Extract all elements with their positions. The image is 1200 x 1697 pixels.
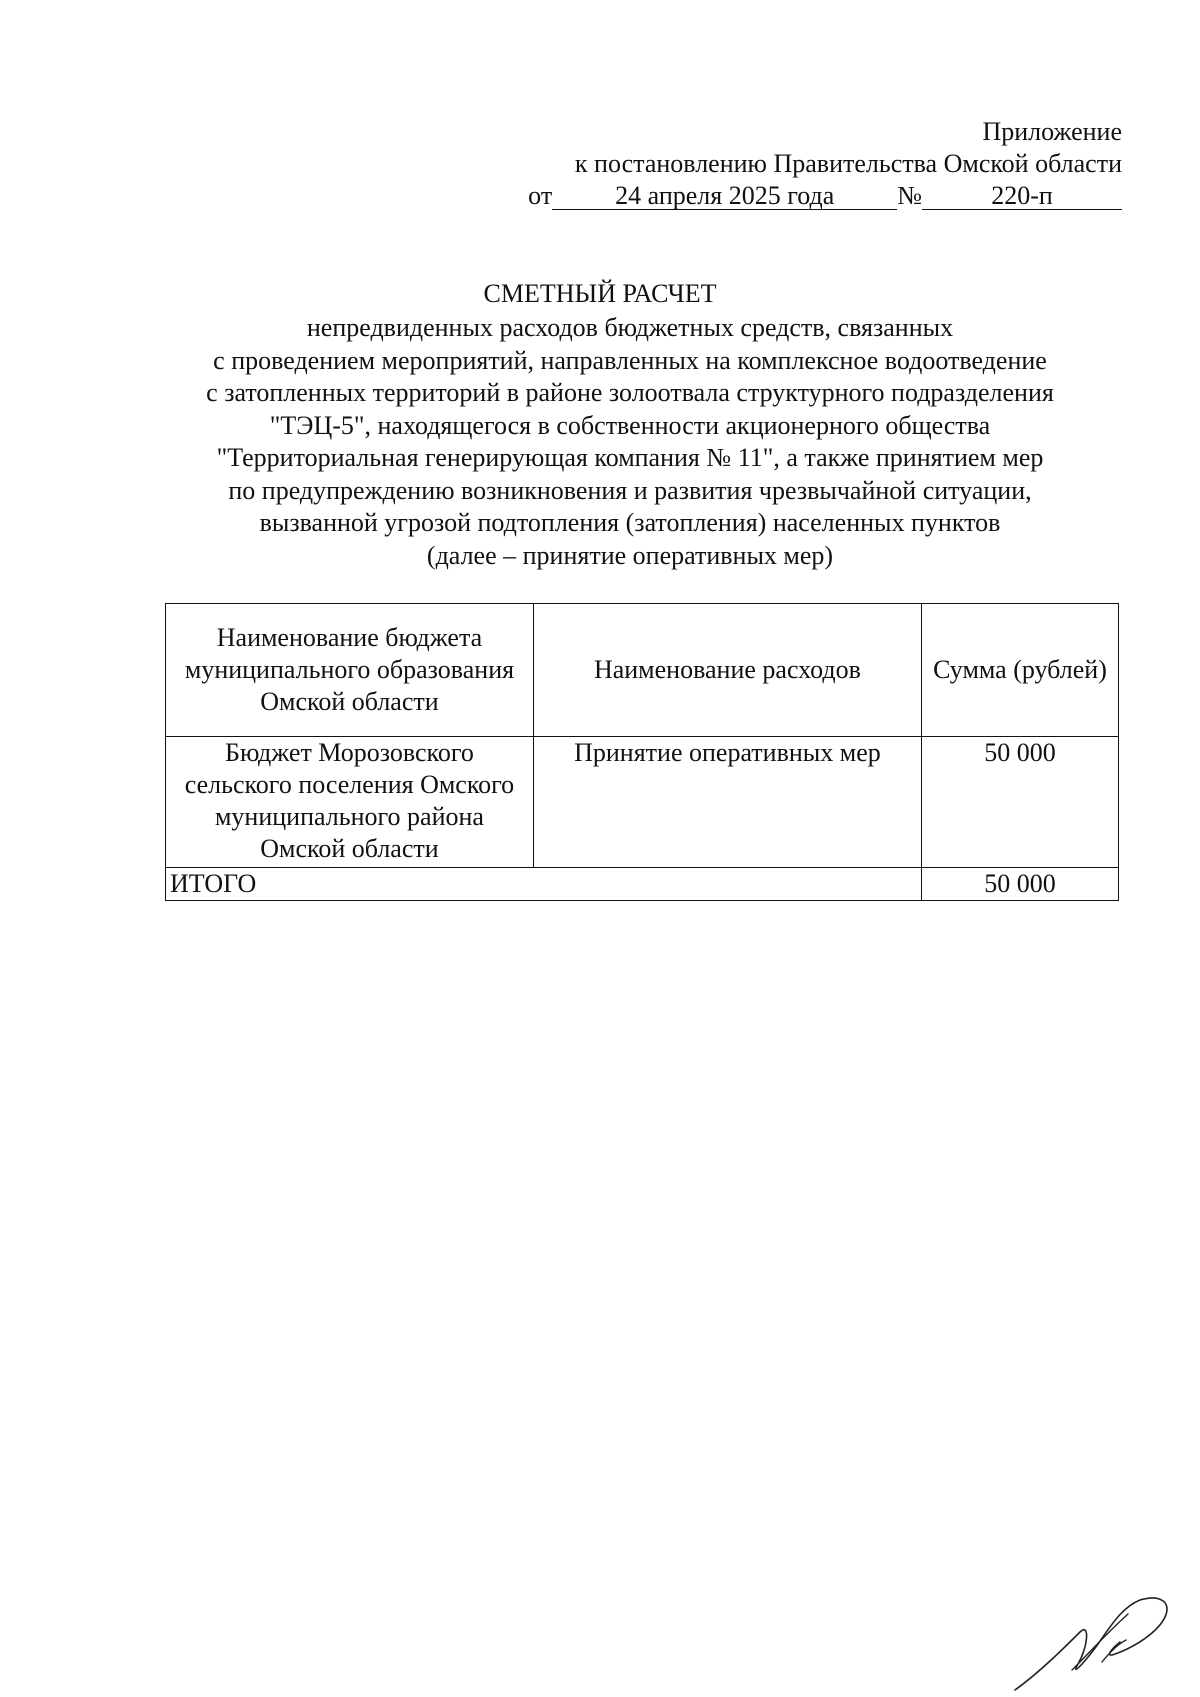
from-label: от [528,181,553,210]
appendix-title: Приложение [982,117,1122,146]
signature-mark [1010,1592,1180,1692]
appendix-resolution: к постановлению Правительства Омской области [574,149,1122,178]
cell-expense: Принятие оперативных мер [533,737,921,868]
document-subtitle [150,312,1110,572]
document-title: СМЕТНЫЙ РАСЧЕТ [483,279,717,308]
table-total-row [166,868,1119,901]
header-amount: Сумма (рублей) [921,604,1118,737]
header-budget-name: Наименование бюджета муниципального образования Омской области [166,604,534,737]
subtitle-line: по предупреждению возникновения и развития чрезвычайной ситуации, [228,475,1032,505]
subtitle-line: "ТЭЦ-5", находящегося в собственности акционерного общества [269,410,991,440]
subtitle-line: (далее – принятие оперативных мер) [426,540,834,570]
subtitle-line: с затопленных территорий в районе золоотвала структурного подразделения [206,378,1054,407]
cell-amount: 50 000 [921,737,1118,868]
table-row [166,737,1119,868]
table-header-row [166,604,1119,737]
subtitle-line: вызванной угрозой подтопления (затопления) населенных пунктов [259,508,1001,537]
appendix-date-line [528,180,1122,212]
header-expense-name: Наименование расходов [533,604,921,737]
subtitle-line: "Территориальная генерирующая компания № 11", а также принятием мер [216,443,1044,472]
total-label: ИТОГО [166,868,922,901]
number-label: № [897,181,922,210]
cell-budget: Бюджет Морозовского сельского поселения Омского муниципального района Омской области [166,737,534,868]
appendix-block [528,116,1122,212]
resolution-number: 220-п [922,183,1122,210]
total-amount: 50 000 [921,868,1118,901]
subtitle-line: непредвиденных расходов бюджетных средств, связанных [306,313,954,342]
estimate-table [165,603,1119,901]
resolution-date: 24 апреля 2025 года [552,183,897,210]
subtitle-line: с проведением мероприятий, направленных на комплексное водоотведение [213,345,1047,375]
